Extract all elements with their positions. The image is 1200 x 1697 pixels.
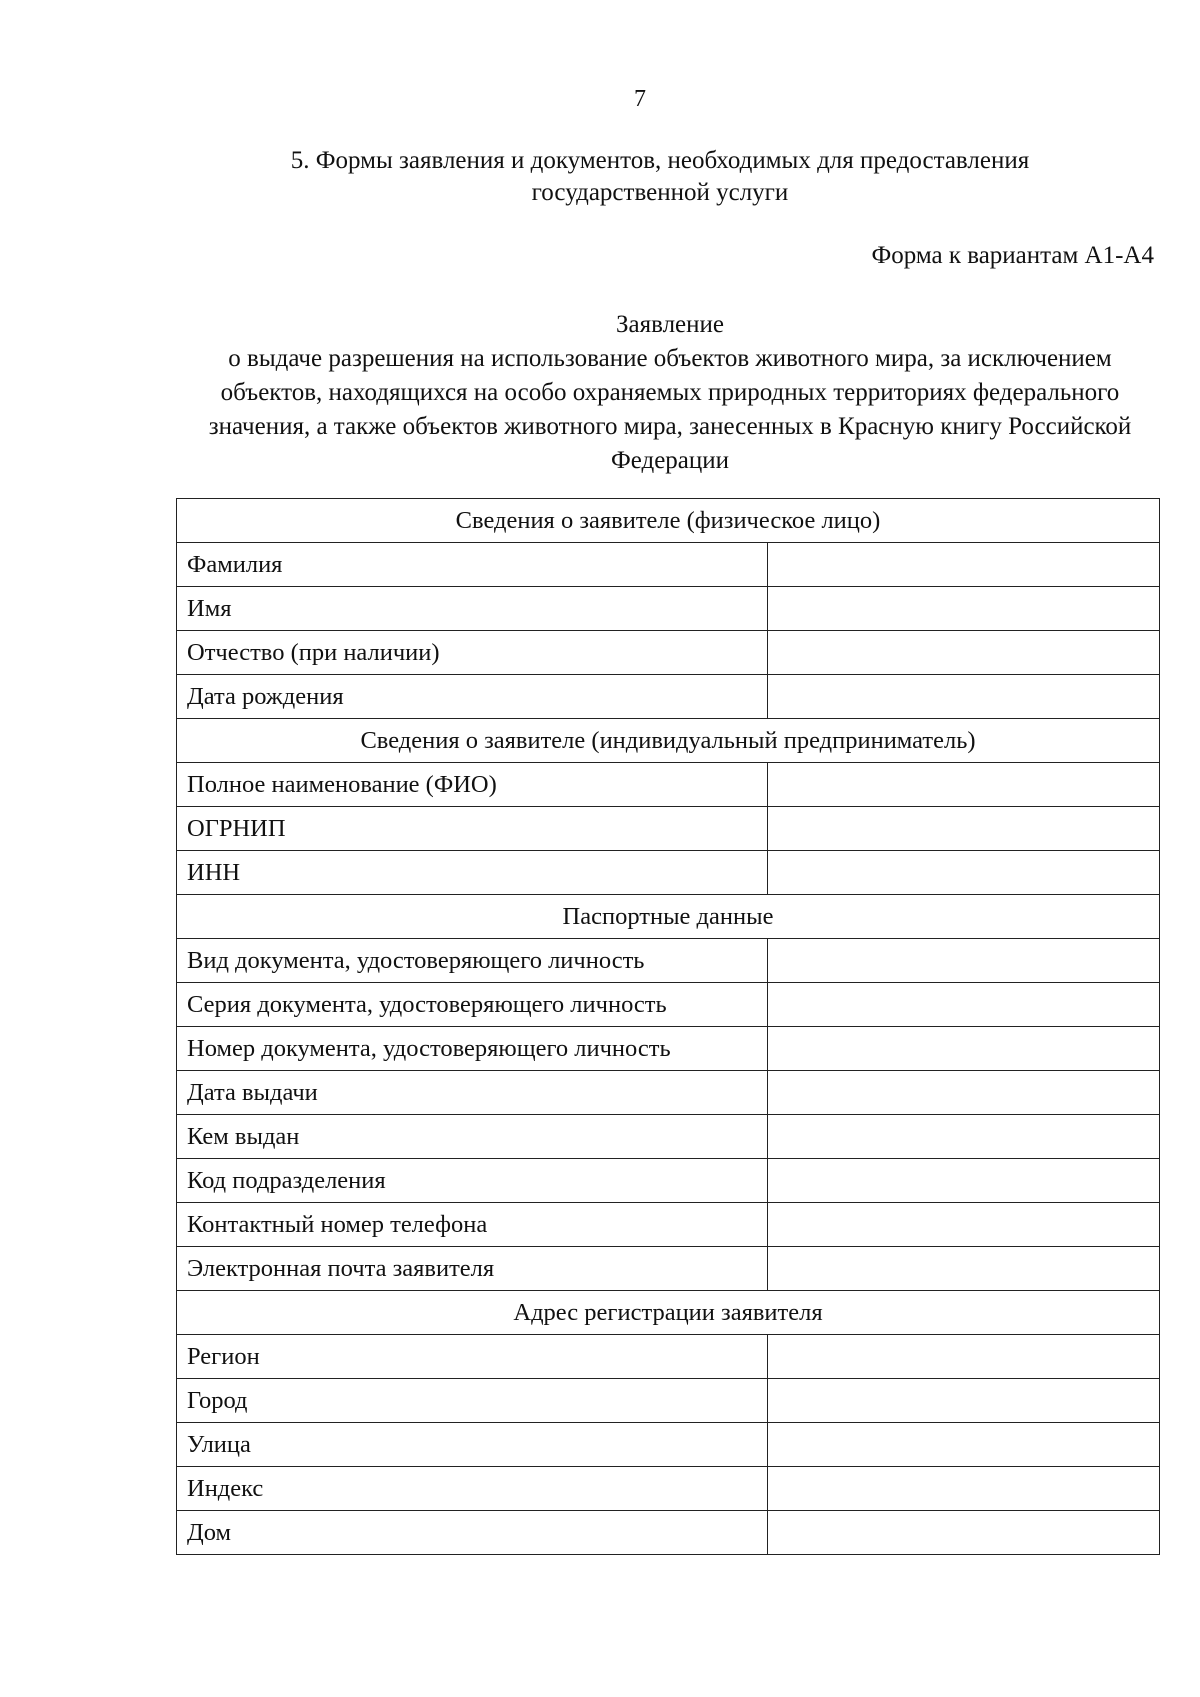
section-header-row: [177, 719, 1160, 763]
table-row: [177, 587, 1160, 631]
table-row: [177, 1511, 1160, 1555]
table-row: [177, 1335, 1160, 1379]
field-input-street[interactable]: [768, 1423, 1160, 1467]
section-header-row: [177, 895, 1160, 939]
section-header-row: [177, 1291, 1160, 1335]
form-variant-label: Форма к вариантам А1-А4: [871, 242, 1154, 269]
field-input-first-name[interactable]: [768, 587, 1160, 631]
table-row: [177, 1027, 1160, 1071]
field-input-full-name[interactable]: [768, 763, 1160, 807]
field-input-surname[interactable]: [768, 543, 1160, 587]
field-input-document-type[interactable]: [768, 939, 1160, 983]
field-label-patronymic: Отчество (при наличии): [177, 631, 768, 675]
field-label-division-code: Код подразделения: [177, 1159, 768, 1203]
table-row: [177, 939, 1160, 983]
field-input-postal-index[interactable]: [768, 1467, 1160, 1511]
table-row: [177, 631, 1160, 675]
field-label-full-name: Полное наименование (ФИО): [177, 763, 768, 807]
field-label-region: Регион: [177, 1335, 768, 1379]
field-input-house[interactable]: [768, 1511, 1160, 1555]
field-input-email[interactable]: [768, 1247, 1160, 1291]
table-row: [177, 1379, 1160, 1423]
table-row: [177, 1423, 1160, 1467]
field-input-issue-date[interactable]: [768, 1071, 1160, 1115]
field-label-ogrnip: ОГРНИП: [177, 807, 768, 851]
field-input-city[interactable]: [768, 1379, 1160, 1423]
field-label-issue-date: Дата выдачи: [177, 1071, 768, 1115]
table-row: [177, 1467, 1160, 1511]
statement-description: о выдаче разрешения на использование объектов животного мира, за исключением объектов, находящихся на особо охраняемых природных территориях федерального значения, а также объектов животного мира, занесенных в Красную книгу Российской Федерации: [208, 345, 1132, 474]
field-input-patronymic[interactable]: [768, 631, 1160, 675]
field-label-document-number: Номер документа, удостоверяющего личность: [177, 1027, 768, 1071]
table-row: [177, 1203, 1160, 1247]
section-header-row: [177, 499, 1160, 543]
table-row: [177, 543, 1160, 587]
section-header-address: Адрес регистрации заявителя: [177, 1291, 1160, 1335]
field-label-birth-date: Дата рождения: [177, 675, 768, 719]
table-row: [177, 983, 1160, 1027]
section-title: 5. Формы заявления и документов, необходимых для предоставления государственной услуги: [290, 147, 1030, 206]
section-header-individual: Сведения о заявителе (физическое лицо): [177, 499, 1160, 543]
section-header-passport: Паспортные данные: [177, 895, 1160, 939]
application-form-table: [176, 498, 1160, 1555]
field-input-region[interactable]: [768, 1335, 1160, 1379]
field-input-document-number[interactable]: [768, 1027, 1160, 1071]
field-label-house: Дом: [177, 1511, 768, 1555]
field-label-issued-by: Кем выдан: [177, 1115, 768, 1159]
field-input-birth-date[interactable]: [768, 675, 1160, 719]
table-row: [177, 851, 1160, 895]
field-label-postal-index: Индекс: [177, 1467, 768, 1511]
table-row: [177, 1247, 1160, 1291]
section-header-entrepreneur: Сведения о заявителе (индивидуальный предприниматель): [177, 719, 1160, 763]
table-row: [177, 807, 1160, 851]
field-label-surname: Фамилия: [177, 543, 768, 587]
field-input-document-series[interactable]: [768, 983, 1160, 1027]
table-row: [177, 675, 1160, 719]
field-label-document-type: Вид документа, удостоверяющего личность: [177, 939, 768, 983]
page-number: 7: [634, 86, 646, 112]
field-input-division-code[interactable]: [768, 1159, 1160, 1203]
field-label-street: Улица: [177, 1423, 768, 1467]
table-row: [177, 1159, 1160, 1203]
table-row: [177, 1115, 1160, 1159]
field-label-first-name: Имя: [177, 587, 768, 631]
field-input-issued-by[interactable]: [768, 1115, 1160, 1159]
field-input-ogrnip[interactable]: [768, 807, 1160, 851]
field-input-phone[interactable]: [768, 1203, 1160, 1247]
field-input-inn[interactable]: [768, 851, 1160, 895]
field-label-email: Электронная почта заявителя: [177, 1247, 768, 1291]
field-label-document-series: Серия документа, удостоверяющего личность: [177, 983, 768, 1027]
field-label-phone: Контактный номер телефона: [177, 1203, 768, 1247]
field-label-inn: ИНН: [177, 851, 768, 895]
statement-title: Заявление: [615, 311, 725, 338]
table-row: [177, 1071, 1160, 1115]
field-label-city: Город: [177, 1379, 768, 1423]
statement-heading: [200, 308, 1140, 478]
table-row: [177, 763, 1160, 807]
